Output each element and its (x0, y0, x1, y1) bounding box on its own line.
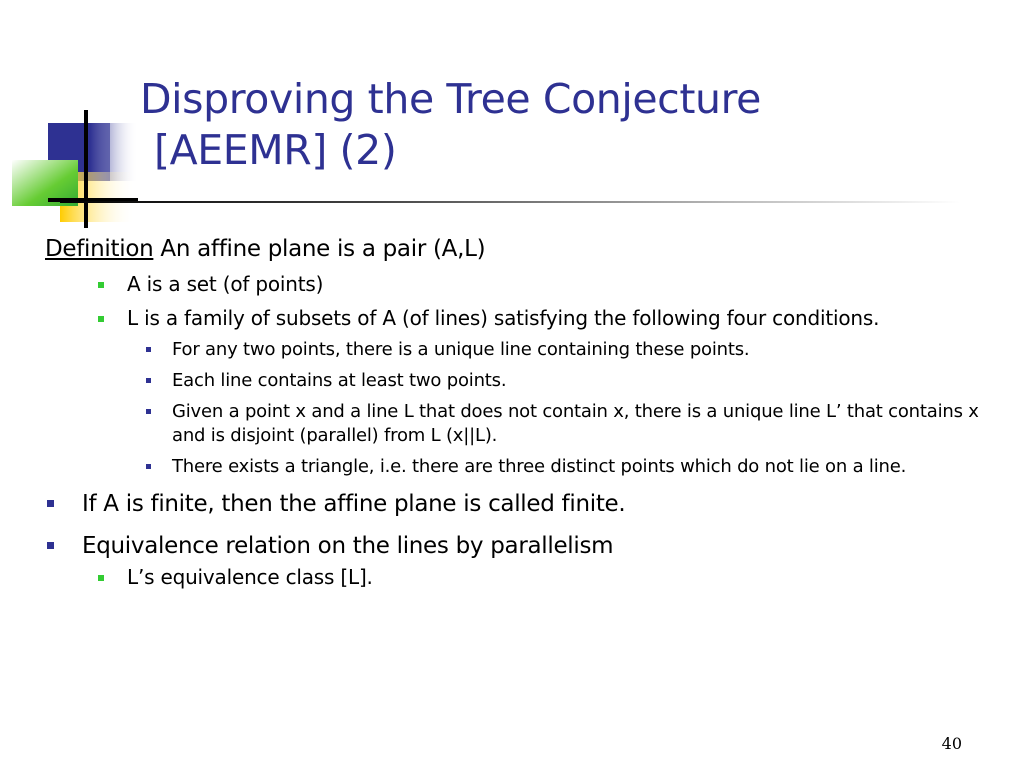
blue-square-bullet (47, 542, 54, 549)
blue-square-bullet (146, 464, 151, 469)
condition-item (144, 400, 985, 448)
title-line-2: [AEEMR] (2) (154, 126, 397, 174)
title-line-1: Disproving the Tree Conjecture (140, 75, 761, 123)
main-bullets (45, 487, 985, 592)
corner-decoration (0, 0, 140, 230)
condition-text: There exists a triangle, i.e. there are three distinct points which do not lie on a line. (172, 456, 907, 477)
definition-item (97, 270, 985, 299)
condition-item (144, 369, 985, 393)
blue-square-bullet (146, 409, 151, 414)
green-square-bullet (98, 575, 104, 581)
blue-square-bullet (47, 500, 54, 507)
title-divider (60, 201, 960, 203)
green-square-bullet (98, 282, 104, 288)
condition-item (144, 455, 985, 479)
condition-text: Each line contains at least two points. (172, 370, 507, 391)
definition-line (45, 232, 985, 266)
condition-list (144, 338, 985, 479)
definition-item-text: L is a family of subsets of A (of lines) satisfying the following four conditions. (127, 306, 880, 330)
slide-number: 40 (941, 734, 962, 753)
slide-body (45, 232, 985, 600)
main-bullet-text: Equivalence relation on the lines by parallelism (82, 533, 614, 559)
sub-bullet-item (97, 563, 985, 592)
blue-square-bullet (146, 347, 151, 352)
condition-item (144, 338, 985, 362)
green-square-bullet (98, 316, 104, 322)
definition-item (97, 304, 985, 479)
definition-items (97, 270, 985, 479)
condition-text: Given a point x and a line L that does not contain x, there is a unique line L’ that contains x and is disjoint (parallel) from L (x||L). (172, 401, 979, 446)
blue-square-bullet (146, 378, 151, 383)
slide-title (140, 74, 1000, 176)
definition-label: Definition (45, 236, 154, 262)
definition-item-text: A is a set (of points) (127, 272, 324, 296)
condition-text: For any two points, there is a unique line containing these points. (172, 339, 750, 360)
main-bullet-item (45, 529, 985, 592)
main-bullet-text: If A is finite, then the affine plane is called finite. (82, 491, 626, 517)
main-bullet-item (45, 487, 985, 521)
definition-text: An affine plane is a pair (A,L) (153, 236, 486, 262)
sub-bullet-text: L’s equivalence class [L]. (127, 565, 373, 589)
sub-bullets (97, 563, 985, 592)
